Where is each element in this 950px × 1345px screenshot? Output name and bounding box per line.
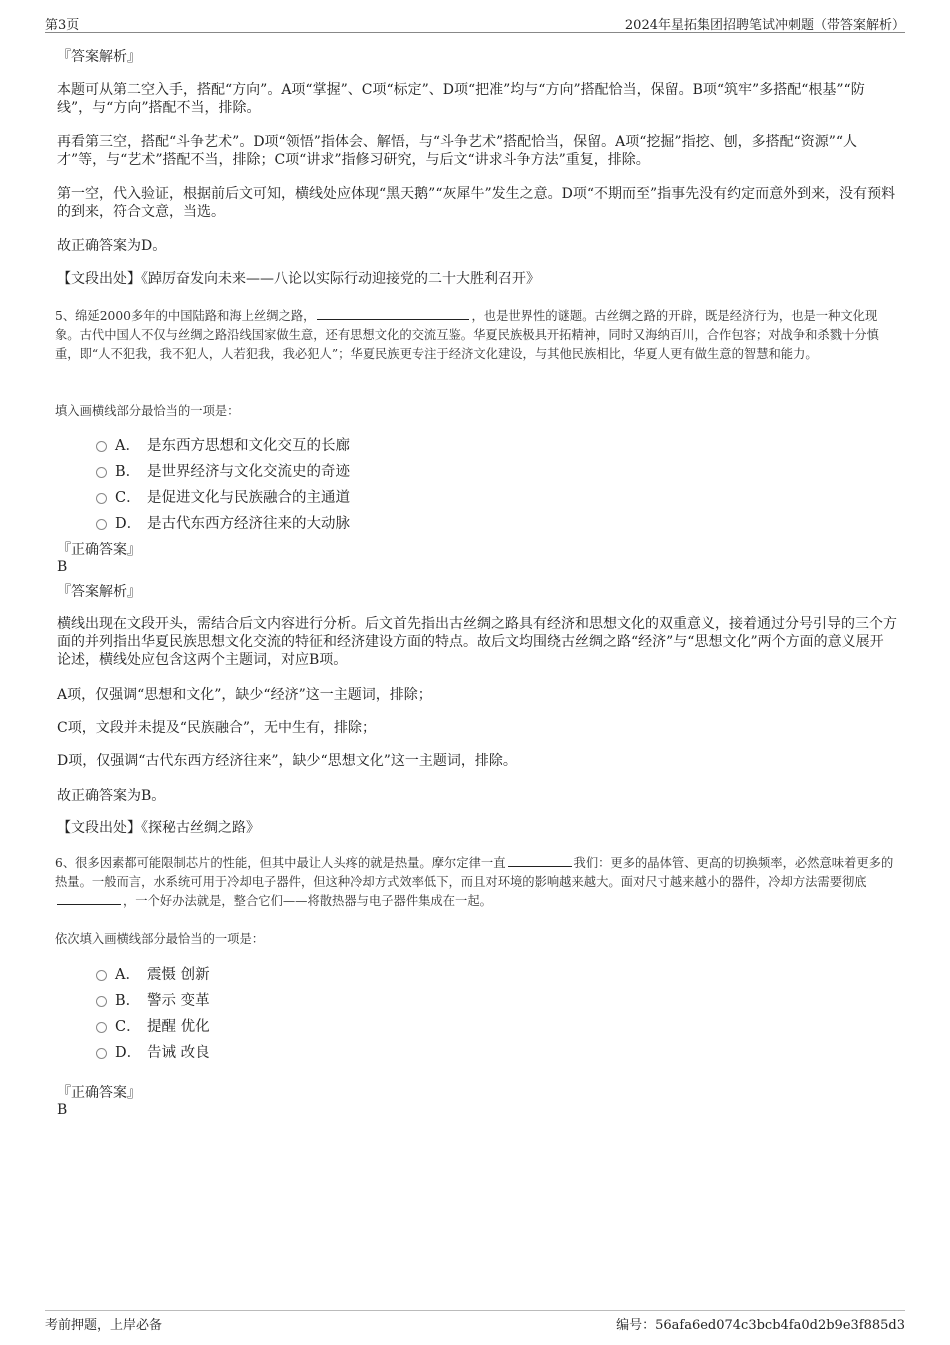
source-citation: 【文段出处】《探秘古丝绸之路》	[57, 820, 260, 836]
radio-button[interactable]	[96, 467, 107, 478]
analysis-paragraph: C项，文段并未提及“民族融合”，无中生有，排除；	[57, 720, 377, 736]
document-title: 2024年星拓集团招聘笔试冲刺题（带答案解析）	[624, 18, 905, 33]
radio-button[interactable]	[96, 441, 107, 452]
answer-blank	[57, 892, 121, 905]
option-b[interactable]: B． 警示 变革	[96, 988, 210, 1010]
question-prompt: 依次填入画横线部分最恰当的一项是：	[55, 932, 265, 946]
radio-button[interactable]	[96, 1048, 107, 1059]
option-d[interactable]: D． 告诫 改良	[96, 1040, 210, 1062]
option-c[interactable]: C． 是促进文化与民族融合的主通道	[96, 485, 350, 507]
radio-button[interactable]	[96, 493, 107, 504]
radio-button[interactable]	[96, 996, 107, 1007]
analysis-label: 『答案解析』	[57, 49, 141, 65]
answer-blank	[317, 307, 469, 320]
document-id: 编号：56afa6ed074c3bcb4fa0d2b9e3f885d3	[616, 1318, 905, 1333]
correct-answer-label: 『正确答案』	[57, 542, 141, 558]
answer-blank	[508, 854, 572, 867]
option-d[interactable]: D． 是古代东西方经济往来的大动脉	[96, 511, 350, 533]
question-prompt: 填入画横线部分最恰当的一项是：	[55, 404, 240, 418]
page-number: 第3页	[45, 18, 80, 33]
analysis-paragraph: 第一空，代入验证，根据前后文可知，横线处应体现“黑天鹅”“灰犀牛”发生之意。D项“不期而至”指事先没有约定而意外到来，没有预料的到来，符合文意，当选。	[57, 186, 896, 220]
answer-conclusion: 故正确答案为D。	[57, 238, 167, 254]
radio-button[interactable]	[96, 970, 107, 981]
correct-answer-label: 『正确答案』	[57, 1085, 141, 1101]
question-stem: 5、绵延2000多年的中国陆路和海上丝绸之路， ，也是世界性的谜题。古丝绸之路的开辟，既是经济行为，也是一种文化现象。古代中国人不仅与丝绸之路沿线国家做生意，还有思想文化的交流互鉴。华夏民族极具开拓精神，同时又海纳百川，合作包容；对战争和杀戮十分慎重，即“人不犯我，我不犯人，人若犯我，我必犯人”；华夏民族更专注于经济文化建设，与其他民族相比，华夏人更有做生意的智慧和能力。	[55, 309, 879, 361]
option-a[interactable]: A． 是东西方思想和文化交互的长廊	[96, 433, 350, 455]
correct-answer-value: B	[57, 559, 68, 575]
radio-button[interactable]	[96, 519, 107, 530]
footer-slogan: 考前押题，上岸必备	[45, 1318, 163, 1333]
analysis-label: 『答案解析』	[57, 584, 141, 600]
source-citation: 【文段出处】《踔厉奋发向未来——八论以实际行动迎接党的二十大胜利召开》	[57, 271, 540, 287]
page-footer	[45, 1310, 905, 1335]
option-c[interactable]: C． 提醒 优化	[96, 1014, 210, 1036]
analysis-paragraph: D项，仅强调“古代东西方经济往来”，缺少“思想文化”这一主题词，排除。	[57, 753, 517, 769]
answer-conclusion: 故正确答案为B。	[57, 788, 166, 804]
analysis-paragraph: 再看第三空，搭配“斗争艺术”。D项“领悟”指体会、解悟，与“斗争艺术”搭配恰当，保留。A项“挖掘”指挖、刨，多搭配“资源”“人才”等，与“艺术”搭配不当，排除；C项“讲求”指修习研究，与后文“讲求斗争方法”重复，排除。	[57, 134, 858, 168]
page-header	[45, 12, 905, 33]
option-b[interactable]: B． 是世界经济与文化交流史的奇迹	[96, 459, 350, 481]
question-stem: 6、很多因素都可能限制芯片的性能，但其中最让人头疼的就是热量。摩尔定律一直 我们：更多的晶体管、更高的切换频率，必然意味着更多的热量。一般而言，水系统可用于冷却电子器件，但这种冷却方式效率低下，而且对环境的影响越来越大。面对尺寸越来越小的器件，冷却方法需要彻底，一个好办法就是，整合它们——将散热器与电子器件集成在一起。	[55, 856, 894, 908]
correct-answer-value: B	[57, 1102, 68, 1118]
analysis-paragraph: 本题可从第二空入手，搭配“方向”。A项“掌握”、C项“标定”、D项“把准”均与“方向”搭配恰当，保留。B项“筑牢”多搭配“根基”“防线”，与“方向”搭配不当，排除。	[57, 82, 865, 116]
analysis-paragraph: 横线出现在文段开头，需结合后文内容进行分析。后文首先指出古丝绸之路具有经济和思想文化的双重意义，接着通过分号引导的三个方面的并列指出华夏民族思想文化交流的特征和经济建设方面的特点。故后文均围绕古丝绸之路“经济”与“思想文化”两个方面的意义展开论述，横线处应包含这两个主题词，对应B项。	[57, 616, 897, 668]
option-a[interactable]: A． 震慑 创新	[96, 962, 210, 984]
radio-button[interactable]	[96, 1022, 107, 1033]
analysis-paragraph: A项，仅强调“思想和文化”，缺少“经济”这一主题词，排除；	[57, 687, 432, 703]
